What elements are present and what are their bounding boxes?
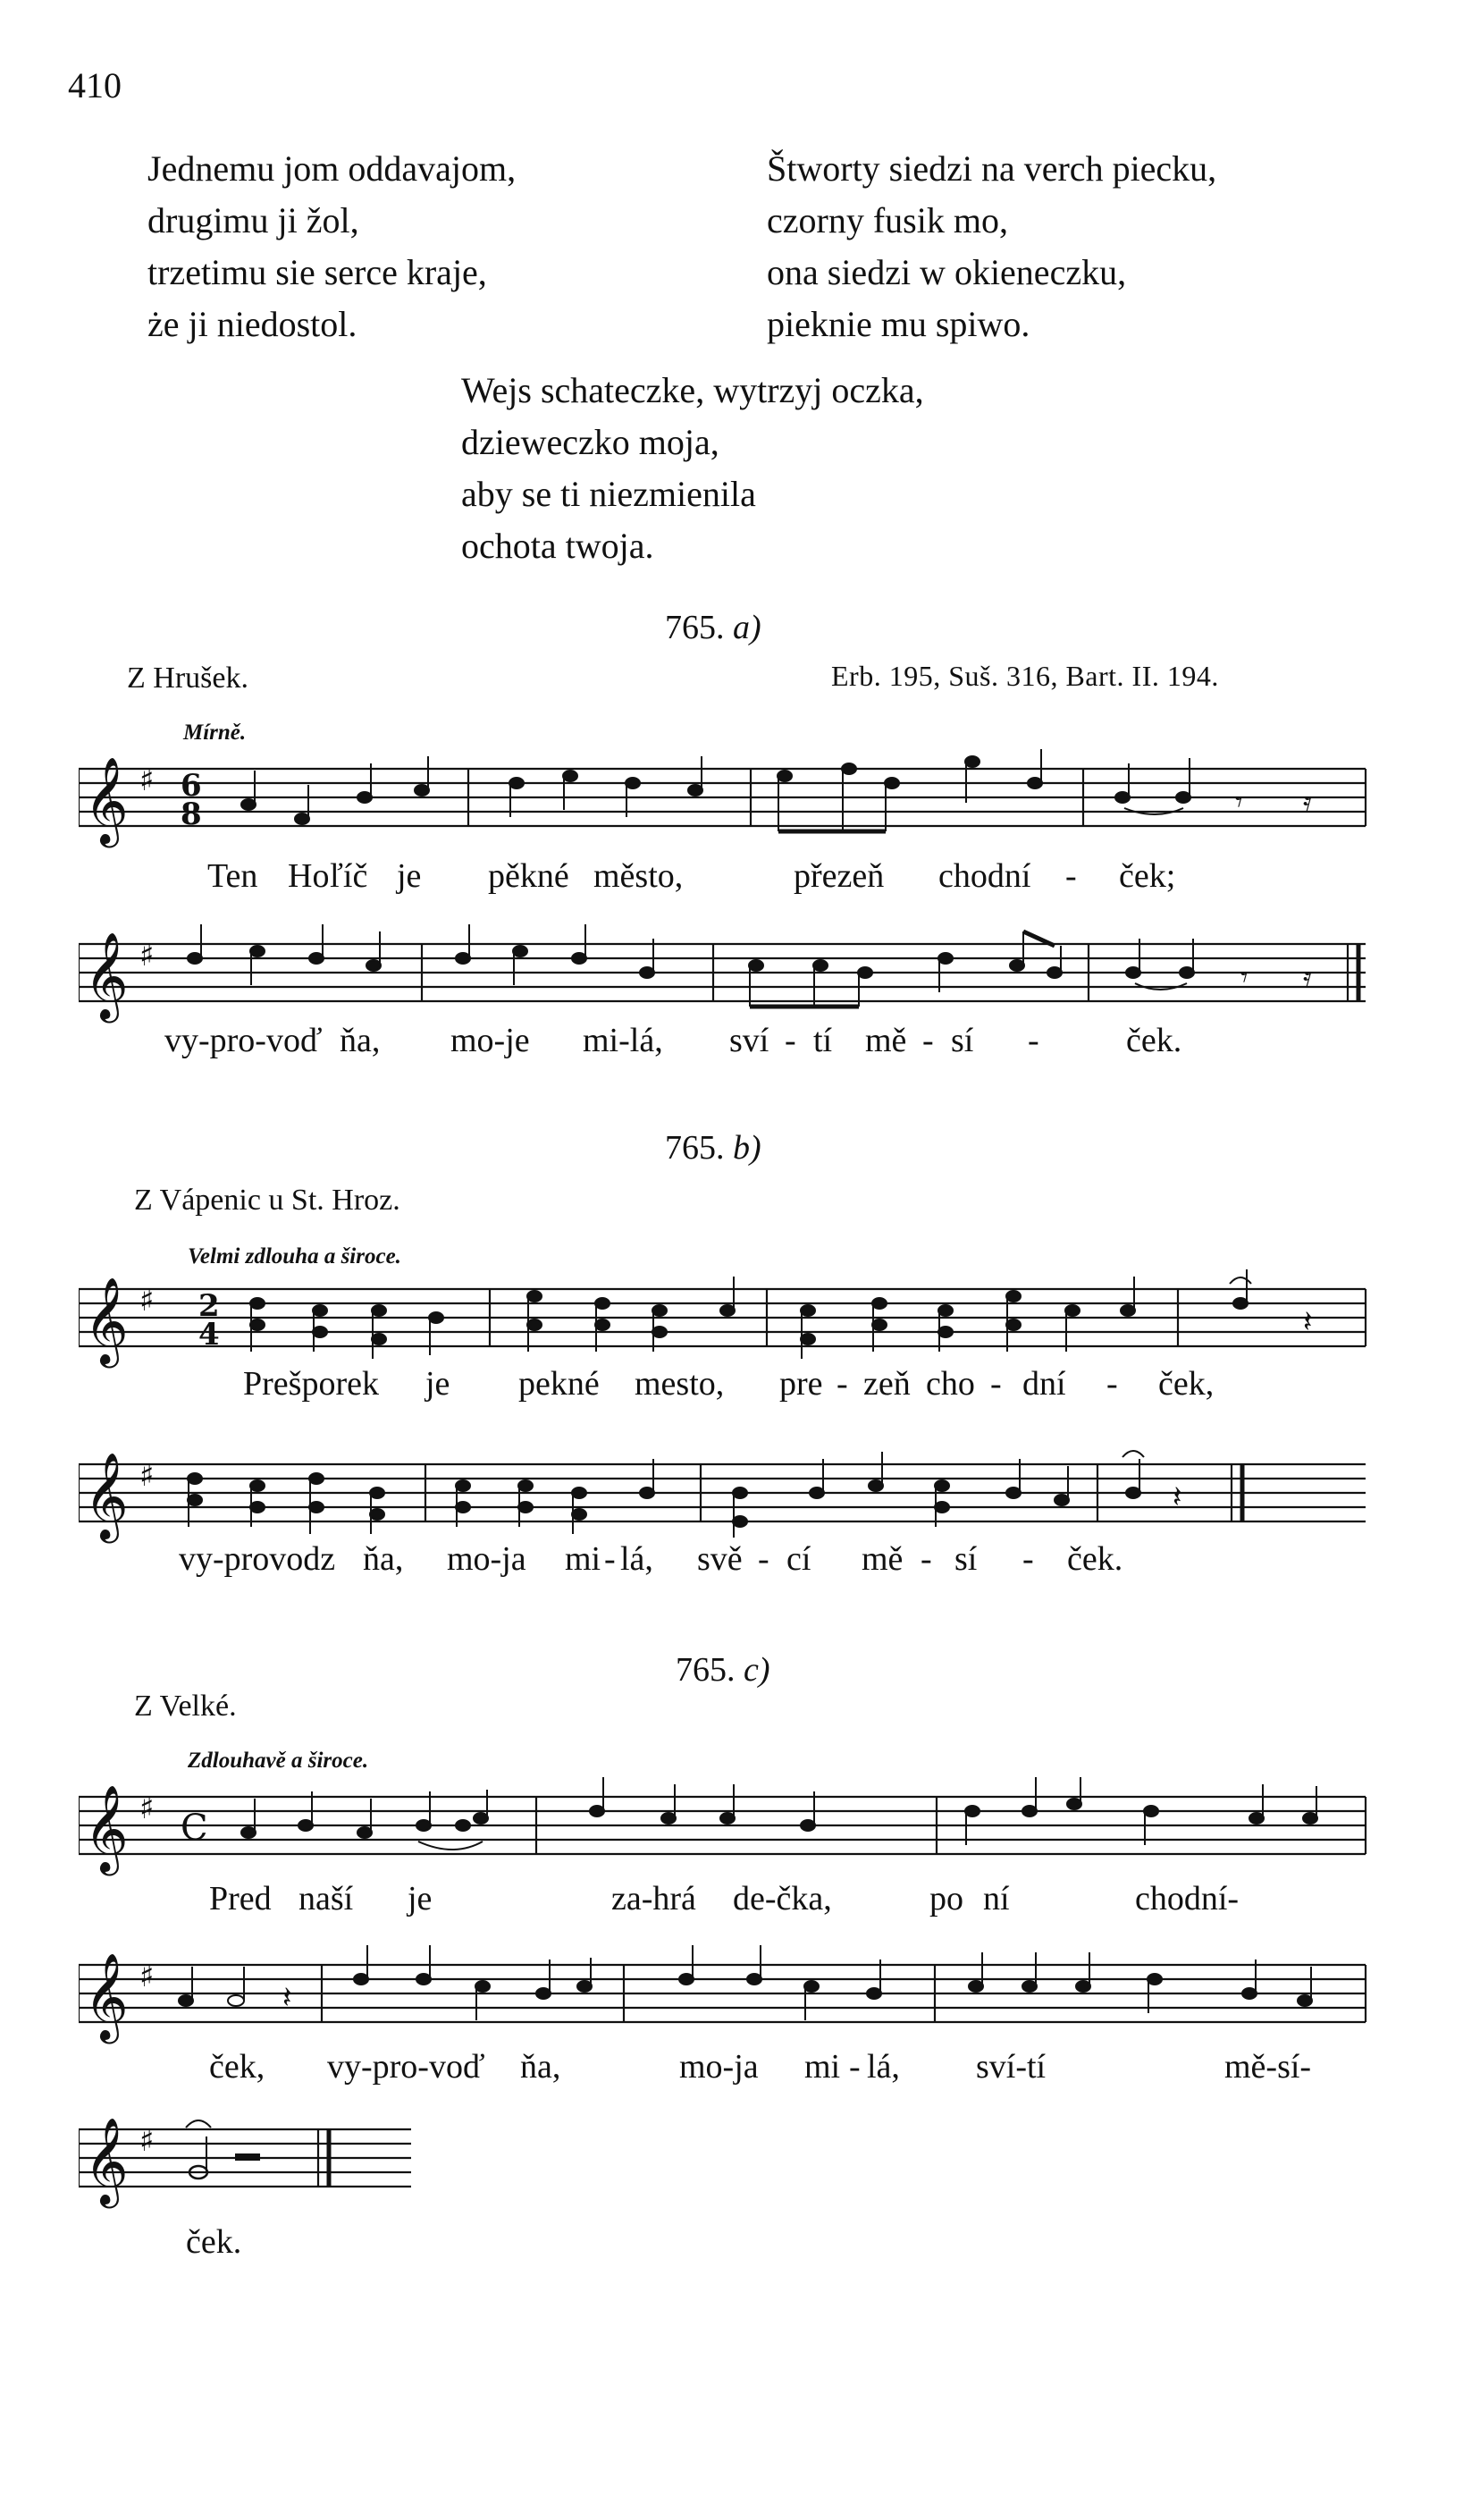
lyric-syllable: město,	[593, 857, 684, 895]
lyric-syllable: Prešporek	[243, 1365, 379, 1403]
treble-clef-icon: 𝄞	[84, 756, 129, 844]
song-number: 765. a)	[665, 609, 761, 646]
sharp-icon: ♯	[139, 2123, 155, 2159]
verse-line: pieknie mu spiwo.	[767, 304, 1030, 344]
treble-clef-icon: 𝄞	[84, 1952, 129, 2040]
lyric-syllable: vy-pro-voď	[327, 2048, 485, 2086]
lyric-syllable: lá,	[620, 1540, 653, 1578]
sharp-icon: ♯	[139, 938, 155, 973]
lyric-syllable: je	[408, 1880, 433, 1917]
lyrics-line	[0, 1539, 1463, 1582]
lyric-syllable: -	[837, 1365, 848, 1403]
lyric-syllable: Hoľíč	[288, 857, 368, 895]
lyric-syllable: zeň	[863, 1365, 911, 1403]
lyric-syllable: ňa,	[363, 1540, 404, 1578]
time-signature-top: 2	[198, 1288, 220, 1324]
sharp-icon: ♯	[139, 763, 155, 798]
lyric-syllable: lá,	[867, 2048, 900, 2086]
verse-line: Štworty siedzi na verch piecku,	[767, 148, 1217, 189]
lyric-syllable: pekné	[518, 1365, 600, 1403]
lyric-syllable: ček.	[1067, 1540, 1123, 1578]
treble-clef-icon: 𝄞	[84, 931, 129, 1019]
lyric-syllable: mi	[804, 2048, 841, 2086]
lyric-syllable: mi-lá,	[583, 1022, 663, 1059]
lyric-syllable: mě	[865, 1022, 907, 1059]
lyric-syllable: mi	[565, 1540, 601, 1578]
lyric-syllable: mesto,	[635, 1365, 725, 1403]
lyric-syllable: de-čka,	[733, 1880, 832, 1917]
music-staff	[79, 1777, 1383, 1877]
rest-icon: 𝄿	[1303, 785, 1312, 819]
music-staff	[79, 924, 1383, 1024]
lyric-syllable: -	[1028, 1022, 1039, 1059]
music-staff	[79, 1445, 1383, 1545]
verse-line: że ji niedostol.	[147, 304, 357, 344]
time-signature-common: C	[181, 1808, 208, 1849]
tempo-marking: Mírně.	[183, 721, 247, 745]
lyrics-line	[0, 1364, 1463, 1407]
lyric-syllable: ní	[983, 1880, 1010, 1917]
lyric-syllable: -	[1106, 1365, 1118, 1403]
lyric-syllable: -	[1065, 857, 1077, 895]
lyric-syllable: mo-ja	[447, 1540, 526, 1578]
rest-icon: 𝄽	[1303, 1304, 1313, 1340]
lyrics-line	[0, 2222, 1463, 2265]
sharp-icon: ♯	[139, 1458, 155, 1494]
lyric-syllable: sí	[951, 1022, 974, 1059]
lyric-syllable: ňa,	[520, 2048, 561, 2086]
lyric-syllable: ček,	[1158, 1365, 1215, 1403]
lyric-syllable: svě	[697, 1540, 743, 1578]
lyric-syllable: -	[1022, 1540, 1034, 1578]
rest-icon: 𝄽	[1173, 1479, 1182, 1515]
lyric-syllable: mo-je	[450, 1022, 530, 1059]
music-staff	[79, 1269, 1383, 1370]
lyric-syllable: chodní	[938, 857, 1031, 895]
lyrics-line	[0, 1879, 1463, 1922]
lyric-syllable: ček.	[186, 2223, 242, 2261]
lyric-syllable: chodní-	[1135, 1880, 1240, 1917]
lyric-syllable: Pred	[209, 1880, 272, 1917]
center-stanza	[461, 365, 924, 572]
lyric-syllable: ček,	[209, 2048, 265, 2086]
lyric-syllable: vy-pro-voď	[164, 1022, 323, 1059]
time-signature-bottom: 4	[198, 1317, 220, 1353]
song-number: 765. c)	[676, 1651, 770, 1689]
lyric-syllable: ček;	[1119, 857, 1176, 895]
verse-line: Wejs schateczke, wytrzyj oczka,	[461, 370, 924, 410]
treble-clef-icon: 𝄞	[84, 2117, 129, 2204]
left-stanza	[147, 143, 516, 350]
lyric-syllable: po	[929, 1880, 963, 1917]
lyrics-line	[0, 1021, 1463, 1064]
lyric-syllable: mě	[862, 1540, 904, 1578]
music-staff	[79, 2110, 436, 2210]
lyric-syllable: je	[397, 857, 422, 895]
lyric-syllable: pěkné	[488, 857, 569, 895]
song-origin: Z Vápenic u St. Hroz.	[134, 1184, 400, 1217]
lyric-syllable: cho	[926, 1365, 975, 1403]
lyric-syllable: mě-sí-	[1224, 2048, 1312, 2086]
verse-line: aby se ti niezmienila	[461, 474, 756, 514]
lyric-syllable: -	[604, 1540, 616, 1578]
lyric-syllable: dní	[1022, 1365, 1066, 1403]
lyric-syllable: vy-provodz	[179, 1540, 336, 1578]
tempo-marking: Zdlouhavě a široce.	[188, 1749, 369, 1773]
right-stanza	[767, 143, 1216, 350]
lyrics-line	[0, 2047, 1463, 2090]
lyric-syllable: cí	[786, 1540, 811, 1578]
lyric-syllable: je	[425, 1365, 450, 1403]
lyrics-line	[0, 856, 1463, 899]
lyric-syllable: naší	[298, 1880, 354, 1917]
song-reference: Erb. 195, Suš. 316, Bart. II. 194.	[831, 660, 1219, 692]
tempo-marking: Velmi zdlouha a široce.	[188, 1244, 401, 1268]
verse-line: ochota twoja.	[461, 526, 654, 566]
lyric-syllable: ček.	[1126, 1022, 1182, 1059]
rest-icon: 𝄽	[282, 1980, 292, 2016]
lyric-syllable: -	[758, 1540, 769, 1578]
lyric-syllable: ňa,	[340, 1022, 381, 1059]
lyric-syllable: pre	[779, 1365, 823, 1403]
rest-icon: 𝄿	[1303, 960, 1312, 994]
verse-line: czorny fusik mo,	[767, 200, 1008, 240]
song-number: 765. b)	[665, 1129, 761, 1167]
lyric-syllable: tí	[813, 1022, 833, 1059]
treble-clef-icon: 𝄞	[84, 1784, 129, 1872]
treble-clef-icon: 𝄞	[84, 1277, 129, 1364]
rest-icon: 𝄾	[1235, 785, 1243, 819]
sharp-icon: ♯	[139, 1791, 155, 1826]
verse-line: ona siedzi w okieneczku,	[767, 252, 1127, 292]
music-staff	[79, 1945, 1383, 2045]
lyric-syllable: přezeň	[794, 857, 885, 895]
rest-icon: 𝄾	[1240, 960, 1249, 994]
verse-line: drugimu ji žol,	[147, 200, 359, 240]
lyric-syllable: sí	[954, 1540, 978, 1578]
sharp-icon: ♯	[139, 1959, 155, 1994]
verse-line: dzieweczko moja,	[461, 422, 719, 462]
music-staff	[79, 749, 1383, 849]
verse-line: trzetimu sie serce kraje,	[147, 252, 487, 292]
lyric-syllable: mo-ja	[679, 2048, 759, 2086]
time-signature-bottom: 8	[181, 796, 202, 832]
lyric-syllable: Ten	[207, 857, 258, 895]
song-origin: Z Velké.	[134, 1690, 237, 1723]
lyric-syllable: -	[849, 2048, 861, 2086]
page-number: 410	[68, 65, 122, 105]
lyric-syllable: -	[990, 1365, 1002, 1403]
lyric-syllable: za-hrá	[611, 1880, 696, 1917]
lyric-syllable: sví-tí	[976, 2048, 1047, 2086]
lyric-syllable: -	[921, 1540, 932, 1578]
lyric-syllable: -	[785, 1022, 796, 1059]
lyric-syllable: -	[922, 1022, 934, 1059]
time-signature-top: 6	[181, 768, 202, 804]
song-origin: Z Hrušek.	[127, 662, 248, 695]
verse-line: Jednemu jom oddavajom,	[147, 148, 517, 189]
treble-clef-icon: 𝄞	[84, 1452, 129, 1539]
sharp-icon: ♯	[139, 1283, 155, 1319]
lyric-syllable: sví	[729, 1022, 769, 1059]
